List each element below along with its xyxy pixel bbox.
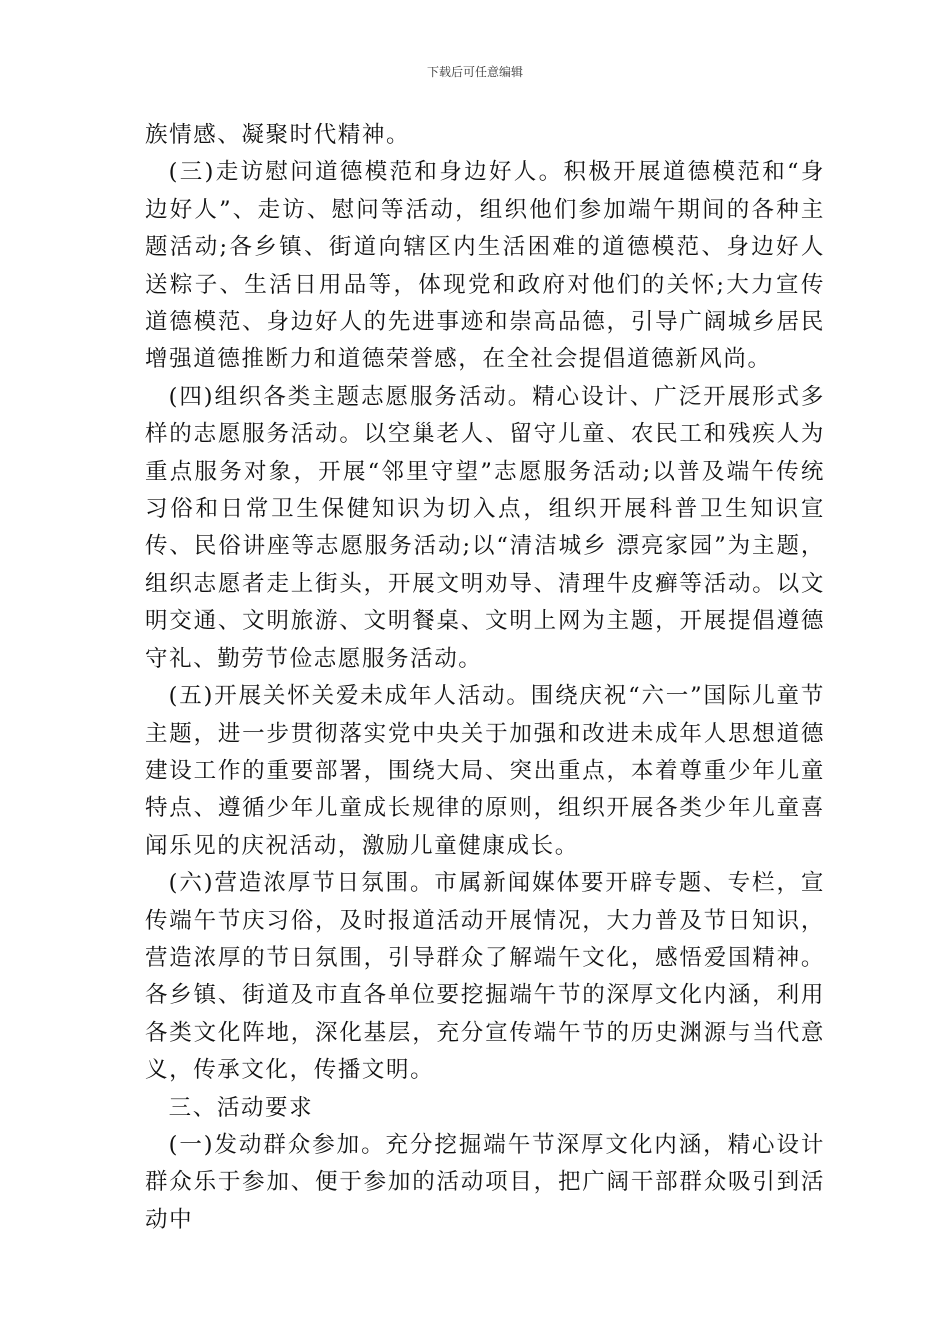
paragraph-requirement-1: (一)发动群众参加。充分挖掘端午节深厚文化内涵，精心设计群众乐于参加、便于参加的活动项目，把广阔干部群众吸引到活动中 — [145, 1131, 825, 1233]
document-body — [145, 117, 825, 1239]
paragraph-section-5: (五)开展关怀关爱未成年人活动。围绕庆祝“六一”国际儿童节主题，进一步贯彻落实党中央关于加强和改进未成年人思想道德建设工作的重要部署，围绕大局、突出重点，本着尊重少年儿童特点、遵循少年儿童成长规律的原则，组织开展各类少年儿童喜闻乐见的庆祝活动，激励儿童健康成长。 — [145, 683, 825, 859]
paragraph-section-6: (六)营造浓厚节日氛围。市属新闻媒体要开辟专题、专栏，宣传端午节庆习俗，及时报道活动开展情况，大力普及节日知识，营造浓厚的节日氛围，引导群众了解端午文化，感悟爱国精神。各乡镇、街道及市直各单位要挖掘端午节的深厚文化内涵，利用各类文化阵地，深化基层，充分宣传端午节的历史渊源与当代意义，传承文化，传播文明。 — [145, 870, 825, 1084]
section-heading-requirements: 三、活动要求 — [168, 1094, 314, 1121]
page-header: 下载后可任意编辑 — [426, 65, 523, 79]
paragraph-continuation: 族情感、凝聚时代精神。 — [145, 122, 411, 148]
paragraph-section-4: (四)组织各类主题志愿服务活动。精心设计、广泛开展形式多样的志愿服务活动。以空巢老人、留守儿童、农民工和残疾人为重点服务对象，开展“邻里守望”志愿服务活动;以普及端午传统习俗和日常卫生保健知识为切入点，组织开展科普卫生知识宣传、民俗讲座等志愿服务活动;以“清洁城乡 漂亮家园”为主题，组织志愿者走上街头，开展文明劝导、清理牛皮癣等活动。以文明交通、文明旅游、文明餐桌、文明上网为主题，开展提倡遵德守礼、勤劳节俭志愿服务活动。 — [145, 383, 825, 672]
paragraph-section-3: (三)走访慰问道德模范和身边好人。积极开展道德模范和“身边好人”、走访、慰问等活动，组织他们参加端午期间的各种主题活动;各乡镇、街道向辖区内生活困难的道德模范、身边好人送粽子、生活日用品等，体现党和政府对他们的关怀;大力宣传道德模范、身边好人的先进事迹和崇高品德，引导广阔城乡居民增强道德推断力和道德荣誉感，在全社会提倡道德新风尚。 — [145, 159, 825, 373]
